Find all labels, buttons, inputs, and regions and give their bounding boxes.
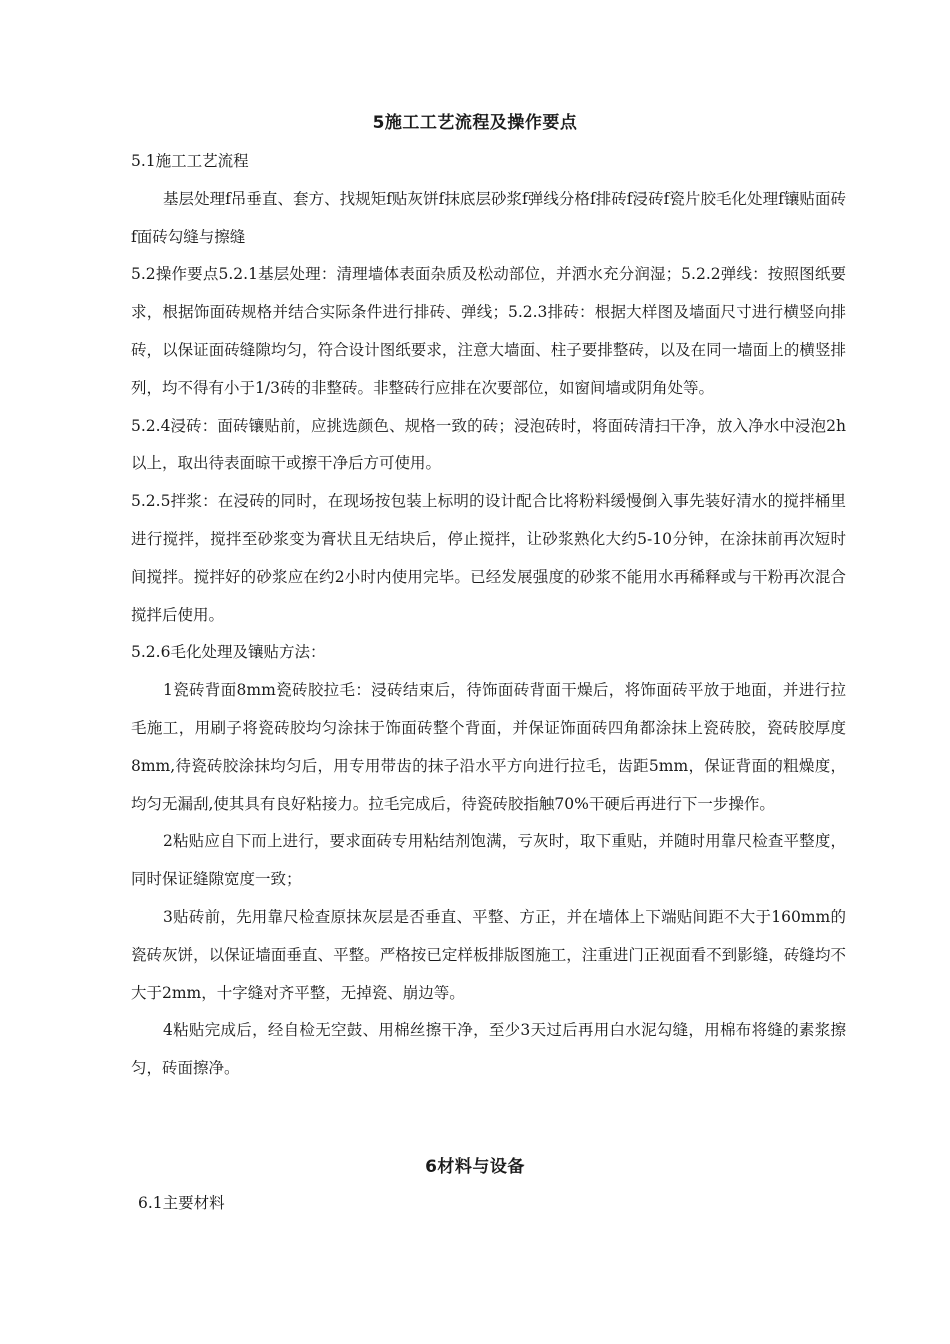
section-6-title: 6材料与设备: [425, 1157, 525, 1177]
section-5-body: [131, 143, 846, 1088]
paragraph-5-2: 5.2操作要点5.2.1基层处理：清理墙体表面杂质及松动部位，并洒水充分润湿；5.2.2弹线：按照图纸要求，根据饰面砖规格并结合实际条件进行排砖、弹线；5.2.3排砖：根据大样图及墙面尺寸进行横竖向排砖，以保证面砖缝隙均匀，符合设计图纸要求，注意大墙面、柱子要排整砖，以及在同一墙面上的横竖排列，均不得有小于1/3砖的非整砖。非整砖行应排在次要部位，如窗间墙或阴角处等。: [131, 265, 846, 397]
process-flow: 基层处理f吊垂直、套方、找规矩f贴灰饼f抹底层砂浆f弹线分格f排砖f浸砖f瓷片胶毛化处理f镶贴面砖f面砖勾缝与擦缝: [131, 189, 846, 246]
list-item-1: 1瓷砖背面8mm瓷砖胶拉毛：浸砖结束后，待饰面砖背面干燥后，将饰面砖平放于地面，并进行拉毛施工，用刷子将瓷砖胶均匀涂抹于饰面砖整个背面，并保证饰面砖四角都涂抹上瓷砖胶，瓷砖胶厚度8mm,待瓷砖胶涂抹均匀后，用专用带齿的抹子沿水平方向进行拉毛，齿距5mm，保证背面的粗燥度，均匀无漏刮,使其具有良好粘接力。拉毛完成后，待瓷砖胶指触70%干硬后再进行下一步操作。: [131, 681, 846, 813]
heading-6-1: 6.1主要材料: [138, 1194, 225, 1212]
list-item-4: 4粘贴完成后，经自检无空鼓、用棉丝擦干净，至少3天过后再用白水泥勾缝，用棉布将缝的素浆擦匀，砖面擦净。: [131, 1021, 846, 1078]
paragraph-5-2-5: 5.2.5拌浆：在浸砖的同时，在现场按包装上标明的设计配合比将粉料缓慢倒入事先装好清水的搅拌桶里进行搅拌，搅拌至砂浆变为膏状且无结块后，停止搅拌，让砂浆熟化大约5-10分钟，在涂抹前再次短时间搅拌。搅拌好的砂浆应在约2小时内使用完毕。已经发展强度的砂浆不能用水再稀释或与干粉再次混合搅拌后使用。: [131, 492, 846, 624]
heading-5-2-6: 5.2.6毛化处理及镶贴方法：: [131, 643, 326, 662]
section-6-body: [138, 1185, 853, 1223]
paragraph-5-2-4: 5.2.4浸砖：面砖镶贴前，应挑选颜色、规格一致的砖；浸泡砖时，将面砖清扫干净，放入净水中浸泡2h以上，取出待表面晾干或擦干净后方可使用。: [131, 416, 846, 473]
heading-5-1: 5.1施工工艺流程: [131, 152, 249, 170]
list-item-3: 3贴砖前，先用靠尺检查原抹灰层是否垂直、平整、方正，并在墙体上下端贴间距不大于160mm的瓷砖灰饼，以保证墙面垂直、平整。严格按已定样板排版图施工，注重进门正视面看不到影缝，砖缝均不大于2mm，十字缝对齐平整，无掉瓷、崩边等。: [131, 907, 846, 1002]
section-5-title: 5施工工艺流程及操作要点: [372, 113, 578, 133]
list-item-2: 2粘贴应自下而上进行，要求面砖专用粘结剂饱满，亏灰时，取下重贴，并随时用靠尺检查平整度，同时保证缝隙宽度一致；: [131, 832, 846, 889]
